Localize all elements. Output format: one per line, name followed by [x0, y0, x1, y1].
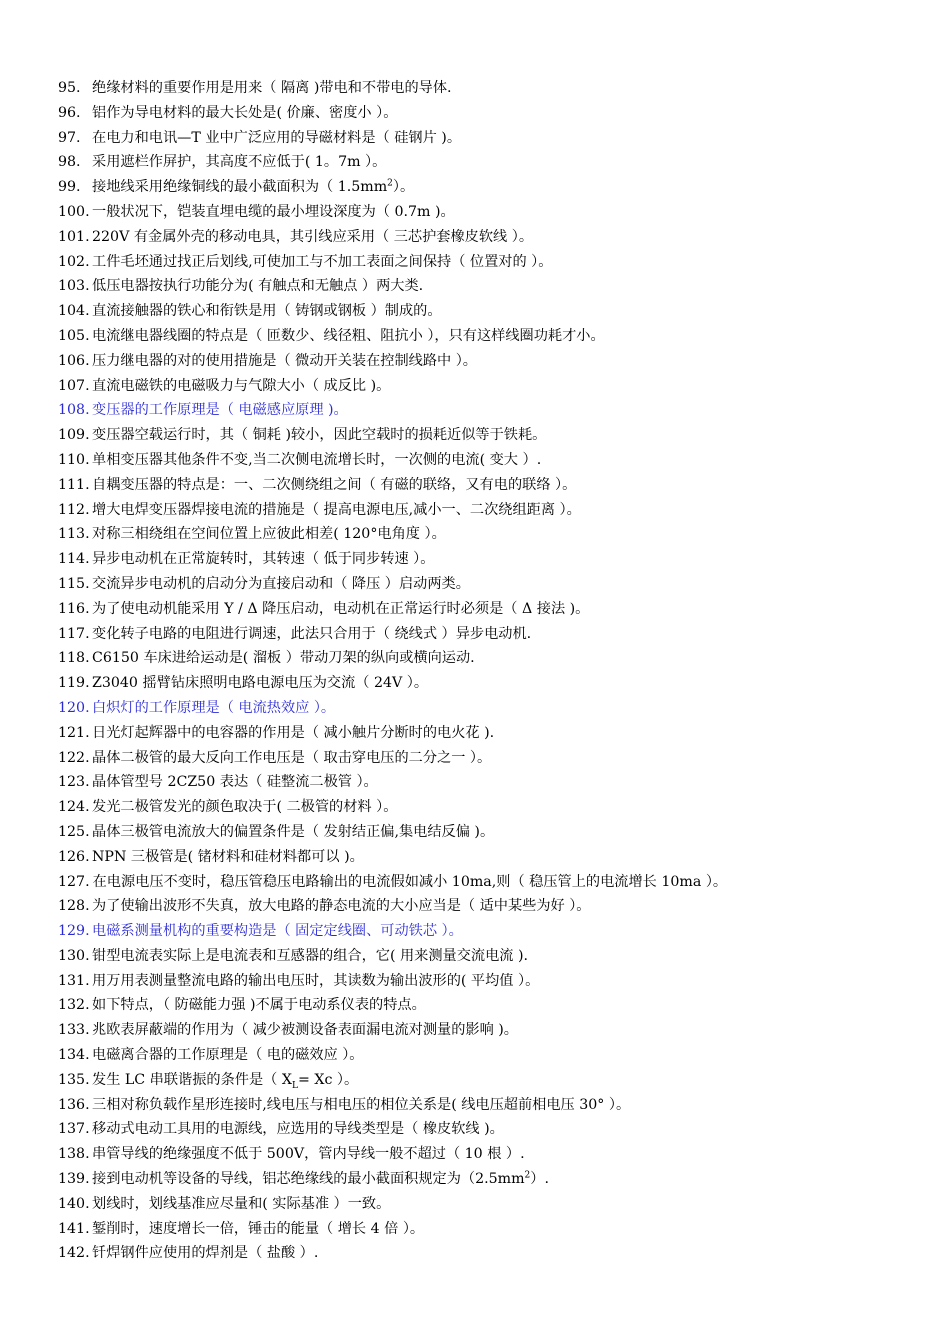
item-number: 96.	[58, 104, 81, 121]
list-item	[58, 1217, 918, 1242]
item-text: 绝缘材料的重要作用是用来（ 隔离 )带电和不带电的导体.	[92, 80, 452, 96]
list-item	[58, 1142, 918, 1167]
item-number: 113.	[58, 526, 90, 543]
item-number: 117.	[58, 625, 90, 642]
item-text: 电磁离合器的工作原理是（ 电的磁效应 ）。	[92, 1047, 364, 1064]
item-number: 105.	[58, 327, 90, 344]
list-item	[58, 944, 918, 969]
list-item	[58, 894, 918, 919]
item-text: 晶体二极管的最大反向工作电压是（ 取击穿电压的二分之一 ）。	[92, 749, 492, 766]
subscript: L	[291, 1080, 298, 1091]
item-text: 对称三相绕组在空间位置上应彼此相差( 120°电角度 ）。	[92, 526, 446, 543]
item-text: Z3040 摇臂钻床照明电路电源电压为交流（ 24V ）。	[92, 675, 429, 692]
item-number: 116.	[58, 600, 90, 617]
list-item	[58, 299, 918, 324]
item-number: 132.	[58, 997, 90, 1014]
list-item	[58, 324, 918, 349]
item-text-tail: ）.	[530, 1171, 549, 1188]
item-number: 102.	[58, 253, 90, 270]
list-item	[58, 1192, 918, 1217]
item-text: 白炽灯的工作原理是（ 电流热效应 ）。	[92, 699, 336, 716]
list-item	[58, 448, 918, 473]
item-text: 采用遮栏作屏护，其高度不应低于( 1。7m ）。	[92, 154, 387, 171]
list-item	[58, 1093, 918, 1118]
item-text: 电流继电器线圈的特点是（ 匝数少、线径粗、阻抗小 ），只有这样线圈功耗才小。	[92, 327, 605, 344]
item-text: 低压电器按执行功能分为( 有触点和无触点 ）两大类.	[92, 278, 424, 295]
list-item	[58, 646, 918, 671]
item-number: 119.	[58, 675, 90, 692]
item-text: 一般状况下，铠装直埋电缆的最小埋设深度为（ 0.7m )。	[92, 203, 455, 220]
list-item	[58, 870, 918, 895]
item-text: 交流异步电动机的启动分为直接启动和（ 降压 ）启动两类。	[92, 575, 470, 592]
list-item	[58, 746, 918, 771]
item-text: 晶体管型号 2CZ50 表达（ 硅整流二极管 ）。	[92, 774, 378, 791]
item-number: 127.	[58, 873, 90, 890]
item-text: 压力继电器的对的使用措施是（ 微动开关装在控制线路中 ）。	[92, 352, 477, 369]
item-number: 138.	[58, 1146, 90, 1163]
list-item	[58, 696, 918, 721]
item-text: 发光二极管发光的颜色取决于( 二极管的材料 ）。	[92, 799, 398, 816]
item-text: 变压器的工作原理是（ 电磁感应原理 )。	[92, 402, 348, 419]
item-number: 134.	[58, 1047, 90, 1064]
item-text: 三相对称负载作星形连接时,线电压与相电压的相位关系是( 线电压超前相电压 30° ）。	[92, 1096, 631, 1113]
list-item	[58, 126, 918, 151]
item-number: 115.	[58, 575, 90, 592]
item-text: 錾削时，速度增长一倍，锤击的能量（ 增长 4 倍 ）。	[92, 1220, 425, 1237]
item-number: 142.	[58, 1245, 90, 1262]
list-item	[58, 919, 918, 944]
list-item	[58, 770, 918, 795]
item-text-tail: = Xc ）。	[297, 1071, 359, 1088]
list-item	[58, 250, 918, 275]
item-number: 100.	[58, 203, 90, 220]
item-text: 钎焊钢件应使用的焊剂是（ 盐酸 ）.	[92, 1245, 319, 1262]
item-number: 112.	[58, 501, 90, 518]
item-number: 120.	[58, 699, 90, 716]
item-number: 123.	[58, 774, 90, 791]
item-number: 106.	[58, 352, 90, 369]
item-text: 如下特点，（ 防磁能力强 )不属于电动系仪表的特点。	[92, 997, 426, 1014]
item-text: 在电力和电讯—T 业中广泛应用的导磁材料是（ 硅钢片 )。	[92, 129, 462, 146]
item-number: 110.	[58, 451, 90, 468]
list-item	[58, 374, 918, 399]
item-text: 为了使输出波形不失真，放大电路的静态电流的大小应当是（ 适中某些为好 ）。	[92, 898, 591, 915]
list-item	[58, 473, 918, 498]
item-text: 用万用表测量整流电路的输出电压时，其读数为输出波形的( 平均值 ）。	[92, 972, 540, 989]
item-text: 增大电焊变压器焊接电流的措施是（ 提高电源电压,减小一、二次绕组距离 ）。	[92, 501, 581, 518]
item-text: 直流接触器的铁心和衔铁是用（ 铸钢或钢板 ）制成的。	[92, 303, 442, 320]
list-item	[58, 101, 918, 126]
list-item	[58, 795, 918, 820]
list-item	[58, 274, 918, 299]
item-number: 118.	[58, 650, 90, 667]
item-text: C6150 车床进给运动是( 溜板 ）带动刀架的纵向或横向运动.	[92, 650, 475, 667]
list-item	[58, 398, 918, 423]
item-number: 109.	[58, 427, 90, 444]
item-text: 为了使电动机能采用 Y / Δ 降压启动，电动机在正常运行时必须是（ Δ 接法 )。	[92, 600, 590, 617]
item-number: 133.	[58, 1022, 90, 1039]
item-text: 串管导线的绝缘强度不低于 500V，管内导线一般不超过（ 10 根 ）.	[92, 1146, 525, 1163]
item-number: 131.	[58, 972, 90, 989]
list-item	[58, 845, 918, 870]
list-item	[58, 1167, 918, 1192]
item-number: 135.	[58, 1071, 90, 1088]
item-text: 工件毛坯通过找正后划线,可使加工与不加工表面之间保持（ 位置对的 ）。	[92, 253, 553, 270]
item-number: 130.	[58, 947, 90, 964]
item-number: 129.	[58, 923, 90, 940]
item-number: 141.	[58, 1220, 90, 1237]
item-text: 钳型电流表实际上是电流表和互感器的组合，它( 用来测量交流电流 ).	[92, 947, 529, 964]
list-item	[58, 349, 918, 374]
item-number: 128.	[58, 898, 90, 915]
list-item	[58, 1068, 918, 1093]
list-item	[58, 597, 918, 622]
list-item	[58, 993, 918, 1018]
item-text-tail: ）。	[392, 179, 415, 196]
item-number: 103.	[58, 278, 90, 295]
item-text: 异步电动机在正常旋转时，其转速（ 低于同步转速 ）。	[92, 551, 435, 568]
item-text: 接地线采用绝缘铜线的最小截面积为（ 1.5mm	[92, 179, 388, 196]
superscript: 2	[524, 1170, 531, 1181]
item-text: 单相变压器其他条件不变,当二次侧电流增长时，一次侧的电流( 变大 ）.	[92, 451, 542, 468]
list-item	[58, 498, 918, 523]
item-number: 111.	[58, 476, 90, 493]
item-number: 136.	[58, 1096, 90, 1113]
list-item	[58, 572, 918, 597]
item-text: 移动式电动工具用的电源线，应选用的导线类型是（ 橡皮软线 )。	[92, 1121, 504, 1138]
item-number: 101.	[58, 228, 90, 245]
list-item	[58, 1018, 918, 1043]
item-number: 140.	[58, 1195, 90, 1212]
list-item	[58, 1241, 918, 1266]
item-number: 108.	[58, 402, 90, 419]
item-number: 121.	[58, 724, 90, 741]
list-item	[58, 76, 918, 101]
list-item	[58, 423, 918, 448]
item-number: 125.	[58, 823, 90, 840]
item-text: 划线时，划线基准应尽量和( 实际基准 ）一致。	[92, 1195, 391, 1212]
item-text: 在电源电压不变时，稳压管稳压电路输出的电流假如减小 10ma,则（ 稳压管上的电流增长 10ma ）。	[92, 873, 728, 890]
list-item	[58, 969, 918, 994]
list-item	[58, 671, 918, 696]
item-number: 137.	[58, 1121, 90, 1138]
item-text: 自耦变压器的特点是：一、二次侧绕组之间（ 有磁的联络，又有电的联络 ）。	[92, 476, 577, 493]
document-page	[58, 76, 918, 1266]
item-number: 98.	[58, 154, 81, 171]
item-text: NPN 三极管是( 锗材料和硅材料都可以 )。	[92, 848, 364, 865]
item-number: 97.	[58, 129, 81, 146]
item-number: 124.	[58, 799, 90, 816]
list-item	[58, 820, 918, 845]
superscript: 2	[387, 178, 393, 189]
question-list	[58, 76, 918, 1266]
list-item	[58, 200, 918, 225]
item-number: 126.	[58, 848, 90, 865]
item-text: 晶体三极管电流放大的偏置条件是（ 发射结正偏,集电结反偏 )。	[92, 823, 495, 840]
item-number: 122.	[58, 749, 90, 766]
item-text: 电磁系测量机构的重要构造是（ 固定定线圈、可动铁芯 ）。	[92, 923, 463, 940]
item-number: 114.	[58, 551, 90, 568]
item-text: 铝作为导电材料的最大长处是( 价廉、密度小 ）。	[92, 104, 398, 121]
list-item	[58, 175, 918, 200]
item-number: 95.	[58, 80, 81, 96]
item-text: 日光灯起辉器中的电容器的作用是（ 减小触片分断时的电火花 ).	[92, 724, 495, 741]
list-item	[58, 622, 918, 647]
list-item	[58, 1043, 918, 1068]
item-text: 变化转子电路的电阻进行调速，此法只合用于（ 绕线式 ）异步电动机.	[92, 625, 532, 642]
list-item	[58, 721, 918, 746]
list-item	[58, 547, 918, 572]
item-text: 直流电磁铁的电磁吸力与气隙大小（ 成反比 )。	[92, 377, 391, 394]
list-item	[58, 522, 918, 547]
item-number: 99.	[58, 179, 81, 196]
item-number: 107.	[58, 377, 90, 394]
item-text: 兆欧表屏蔽端的作用为（ 减少被测设备表面漏电流对测量的影响 )。	[92, 1022, 518, 1039]
item-text: 220V 有金属外壳的移动电具，其引线应采用（ 三芯护套橡皮软线 ）。	[92, 228, 534, 245]
item-text: 接到电动机等设备的导线，铝芯绝缘线的最小截面积规定为（2.5mm	[92, 1171, 525, 1188]
list-item	[58, 150, 918, 175]
item-number: 139.	[58, 1171, 90, 1188]
item-number: 104.	[58, 303, 90, 320]
list-item	[58, 1117, 918, 1142]
list-item	[58, 225, 918, 250]
item-text: 变压器空载运行时，其（ 铜耗 )较小，因此空载时的损耗近似等于铁耗。	[92, 427, 547, 444]
item-text: 发生 LC 串联谐振的条件是（ X	[92, 1071, 292, 1088]
